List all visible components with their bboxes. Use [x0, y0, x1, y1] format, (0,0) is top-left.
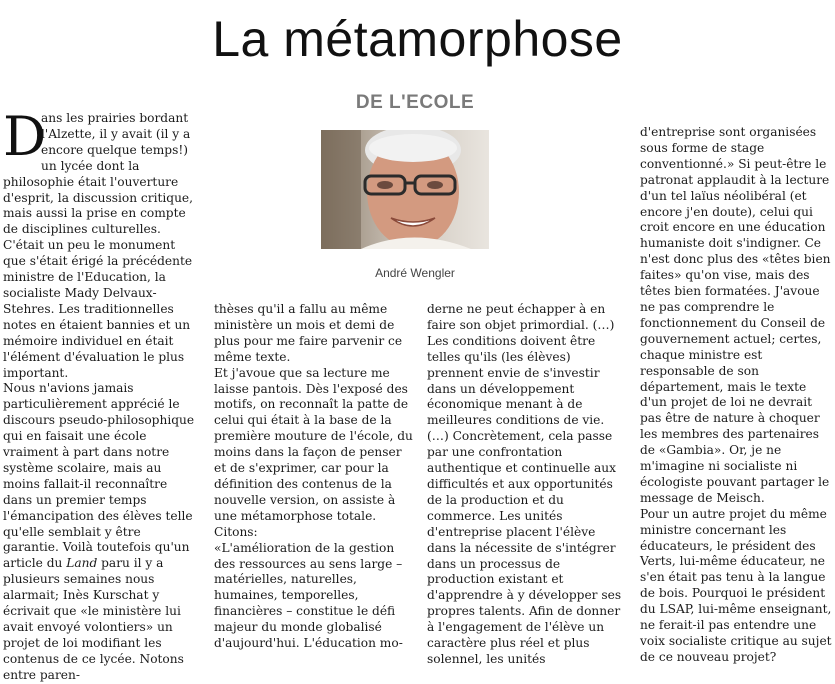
publication-name: Land — [66, 556, 98, 571]
author-photo — [321, 130, 489, 249]
paragraph: thèses qu'il a fallu au même ministère un mois et demi de plus pour me faire parvenir ce même texte. — [214, 302, 403, 364]
paragraph: ans les prairies bordant l'Alzette, il y avait (il y a encore quelque temps!) un lycée dont la philosophie était l'ouverture d'esprit, la discussion critique, mais aussi la prise en compte de disciplines culturelles. C'était un peu le monument que s'était érigé la précédente ministre de l'Education, la socialiste Mady Delvaux-Stehres. Les traditionnelles notes en étaient bannies et un mémoire individuel en était l'élément d'évaluation le plus important. — [3, 111, 194, 380]
paragraph: Pour un autre projet du même ministre concernant les éducateurs, le président des Verts, lui-même éducateur, ne s'en était pas tenu à la langue de bois. Pourquoi le président du LSAP, lui-même enseignant, ne ferait-il pas entendre une voix socialiste critique au sujet de ce nouveau projet? — [640, 506, 832, 664]
paragraph: Et j'avoue que sa lecture me laisse pantois. Dès l'exposé des motifs, on reconnaît la patte de celui qui était à la base de la première mouture de l'école, du moins dans la façon de penser et de s'exprimer, car pour la définition des contenus de la nouvelle version, on assiste à une métamorphose totale. Citons: — [214, 365, 413, 539]
article-column-1 — [3, 105, 198, 684]
photo-caption: André Wengler — [375, 266, 455, 280]
paragraph: Nous n'avions jamais particulièrement apprécié le discours pseudo-philosophique qui en faisait une école vraiment à part dans notre système scolaire, mais au moins fallait-il reconnaître dans un premier temps l'émancipation des élèves telle qu'elle semblait y être garantie. Voilà toutefois qu'un article du Land paru il y a plusieurs semaines nous alarmait; Inès Kurschat y écrivait que «le ministère lui avait envoyé volontiers» un projet de loi modifiant les contenus de ce lycée. Notons entre paren- — [3, 381, 195, 682]
paragraph: derne ne peut échapper à en faire son objet primordial. (…) Les conditions doivent être telles qu'ils (les élèves) prennent envie de s'investir dans un développement économique menant à de meilleures conditions de vie. (…) Concrètement, cela passe par une confrontation authentique et continuelle aux difficultés et aux opportunités de la production et du commerce. Les unités d'entreprise placent l'élève dans la nécessite de s'intégrer dans un processus de production existant et d'apprendre à y développer ses propres talents. Afin de donner à l'engagement de l'élève un caractère plus réel et plus solennel, les unités — [427, 302, 622, 666]
article-column-4 — [640, 125, 832, 666]
portrait-image — [321, 130, 489, 249]
paragraph: d'entreprise sont organisées sous forme de stage conventionné.» Si peut-être le patronat applaudit à la lecture d'un tel laïus néolibéral (et encore j'en doute), celui qui croit encore en une éducation humaniste doit s'indigner. Ce n'est donc plus des «têtes bien faites» qu'on vise, mais des têtes bien formatées. J'avoue ne pas comprendre le fonctionnement du Conseil de gouvernement actuel; certes, chaque ministre est responsable de son département, mais le texte d'un projet de loi ne devrait pas être de nature à choquer les membres des partenaires de «Gambia». Or, je ne m'imagine ni socialiste ni écologiste pouvant partager le message de Meisch. — [640, 125, 831, 505]
paragraph: «L'amélioration de la gestion des ressources au sens large – matérielles, naturelles, humaines, temporelles, financières – constitue le défi majeur du monde globalisé d'aujourd'hui. L'éducation mo- — [214, 540, 403, 651]
headline: La métamorphose — [212, 11, 623, 67]
article-column-3 — [427, 302, 627, 668]
article-column-2 — [214, 302, 414, 652]
kicker: DE L'ECOLE — [355, 92, 475, 113]
drop-cap: D — [3, 105, 47, 168]
